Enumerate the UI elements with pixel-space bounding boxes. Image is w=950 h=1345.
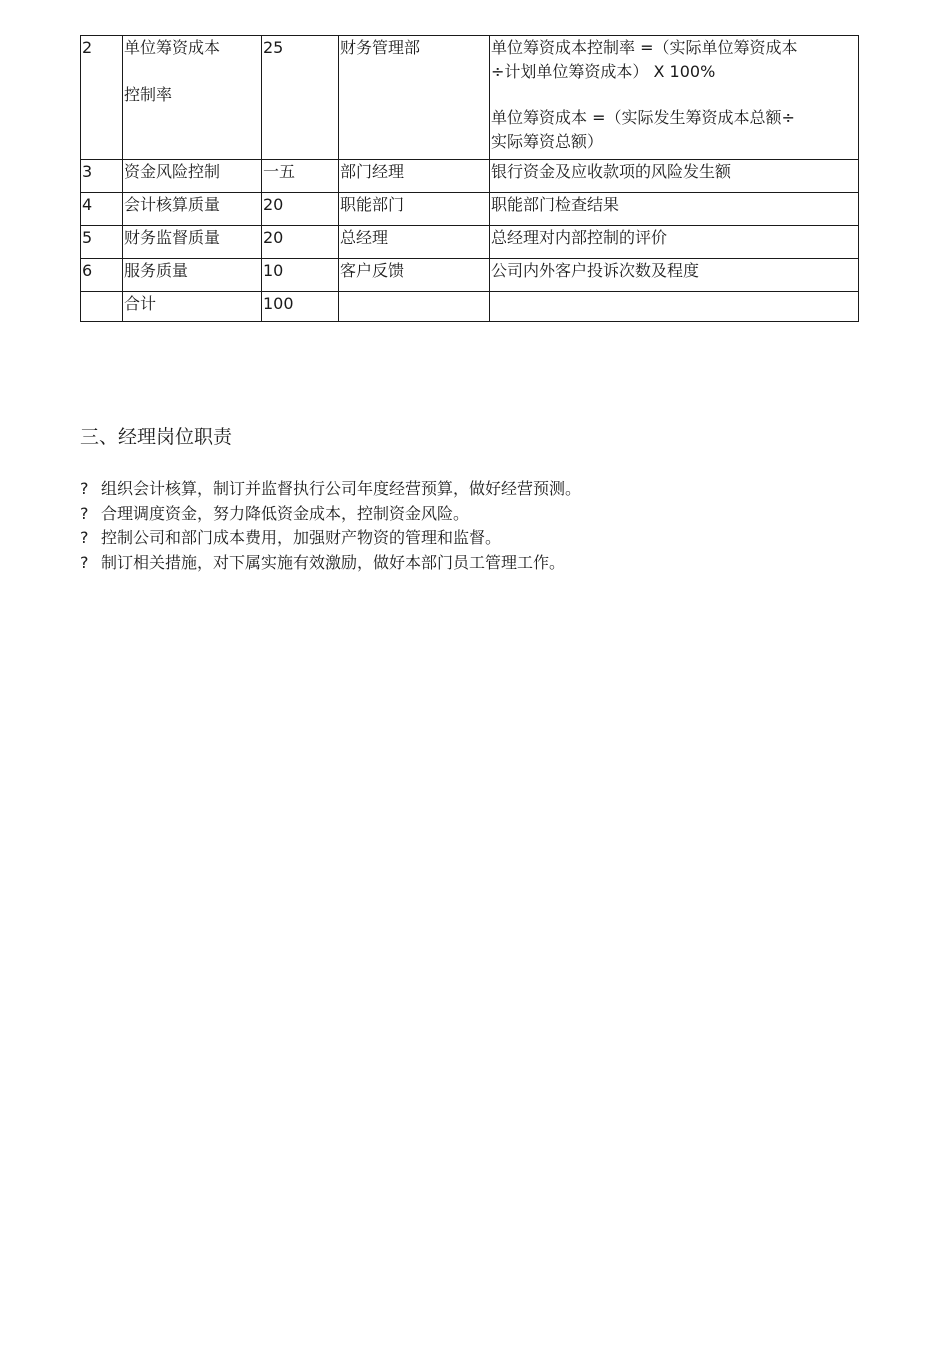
list-item-text: 制订相关措施，对下属实施有效激励，做好本部门员工管理工作。 [101,552,566,572]
bullet-mark: ? [80,552,89,572]
bullet-mark: ? [80,528,89,547]
calculation-formula: 职能部门检查结果 [490,193,859,226]
indicator-name-line: 控制率 [124,85,173,104]
bullet-mark: ? [80,503,89,523]
indicator-name: 资金风险控制 [123,160,262,193]
indicator-weight: 20 [262,193,339,226]
indicator-name: 服务质量 [123,259,262,292]
total-weight: 100 [262,292,339,322]
calculation-formula: 公司内外客户投诉次数及程度 [490,259,859,292]
indicator-weight: 10 [262,259,339,292]
assessing-department: 总经理 [339,226,490,259]
duties-list [80,477,581,575]
row-number [81,292,123,322]
indicator-name-line: 单位筹资成本 [124,38,221,57]
row-number: 3 [81,160,123,193]
row-number: 2 [81,36,123,160]
indicator-name [123,36,262,160]
list-item [80,551,581,576]
calculation-formula: 总经理对内部控制的评价 [490,226,859,259]
list-item-text: 控制公司和部门成本费用，加强财产物资的管理和监督。 [101,528,502,547]
table-row [81,193,859,226]
row-number: 5 [81,226,123,259]
formula-line: 单位筹资成本控制率 =（实际单位筹资成本 [491,38,798,57]
calculation-formula [490,36,859,160]
total-label: 合计 [123,292,262,322]
indicator-name: 会计核算质量 [123,193,262,226]
assessing-department: 客户反馈 [339,259,490,292]
kpi-table [80,35,859,322]
indicator-weight: 一五 [262,160,339,193]
table-row [81,160,859,193]
calculation-formula: 银行资金及应收款项的风险发生额 [490,160,859,193]
table-total-row [81,292,859,322]
indicator-name: 财务监督质量 [123,226,262,259]
table-row [81,259,859,292]
formula-line: ÷计划单位筹资成本） X 100% [491,62,716,81]
section-heading: 三、经理岗位职责 [80,426,233,448]
list-item [80,502,581,527]
indicator-weight: 25 [262,36,339,160]
bullet-mark: ? [80,479,89,498]
table-row [81,226,859,259]
assessing-department: 财务管理部 [339,36,490,160]
formula-line: 实际筹资总额） [491,132,604,151]
list-item-text: 合理调度资金，努力降低资金成本，控制资金风险。 [101,503,470,523]
list-item-text: 组织会计核算，制订并监督执行公司年度经营预算，做好经营预测。 [101,479,582,498]
table-row [81,36,859,160]
calculation-formula [490,292,859,322]
list-item [80,526,581,551]
assessing-department: 职能部门 [339,193,490,226]
row-number: 6 [81,259,123,292]
formula-line: 单位筹资成本 =（实际发生筹资成本总额÷ [491,108,795,127]
row-number: 4 [81,193,123,226]
list-item [80,477,581,502]
assessing-department [339,292,490,322]
assessing-department: 部门经理 [339,160,490,193]
indicator-weight: 20 [262,226,339,259]
